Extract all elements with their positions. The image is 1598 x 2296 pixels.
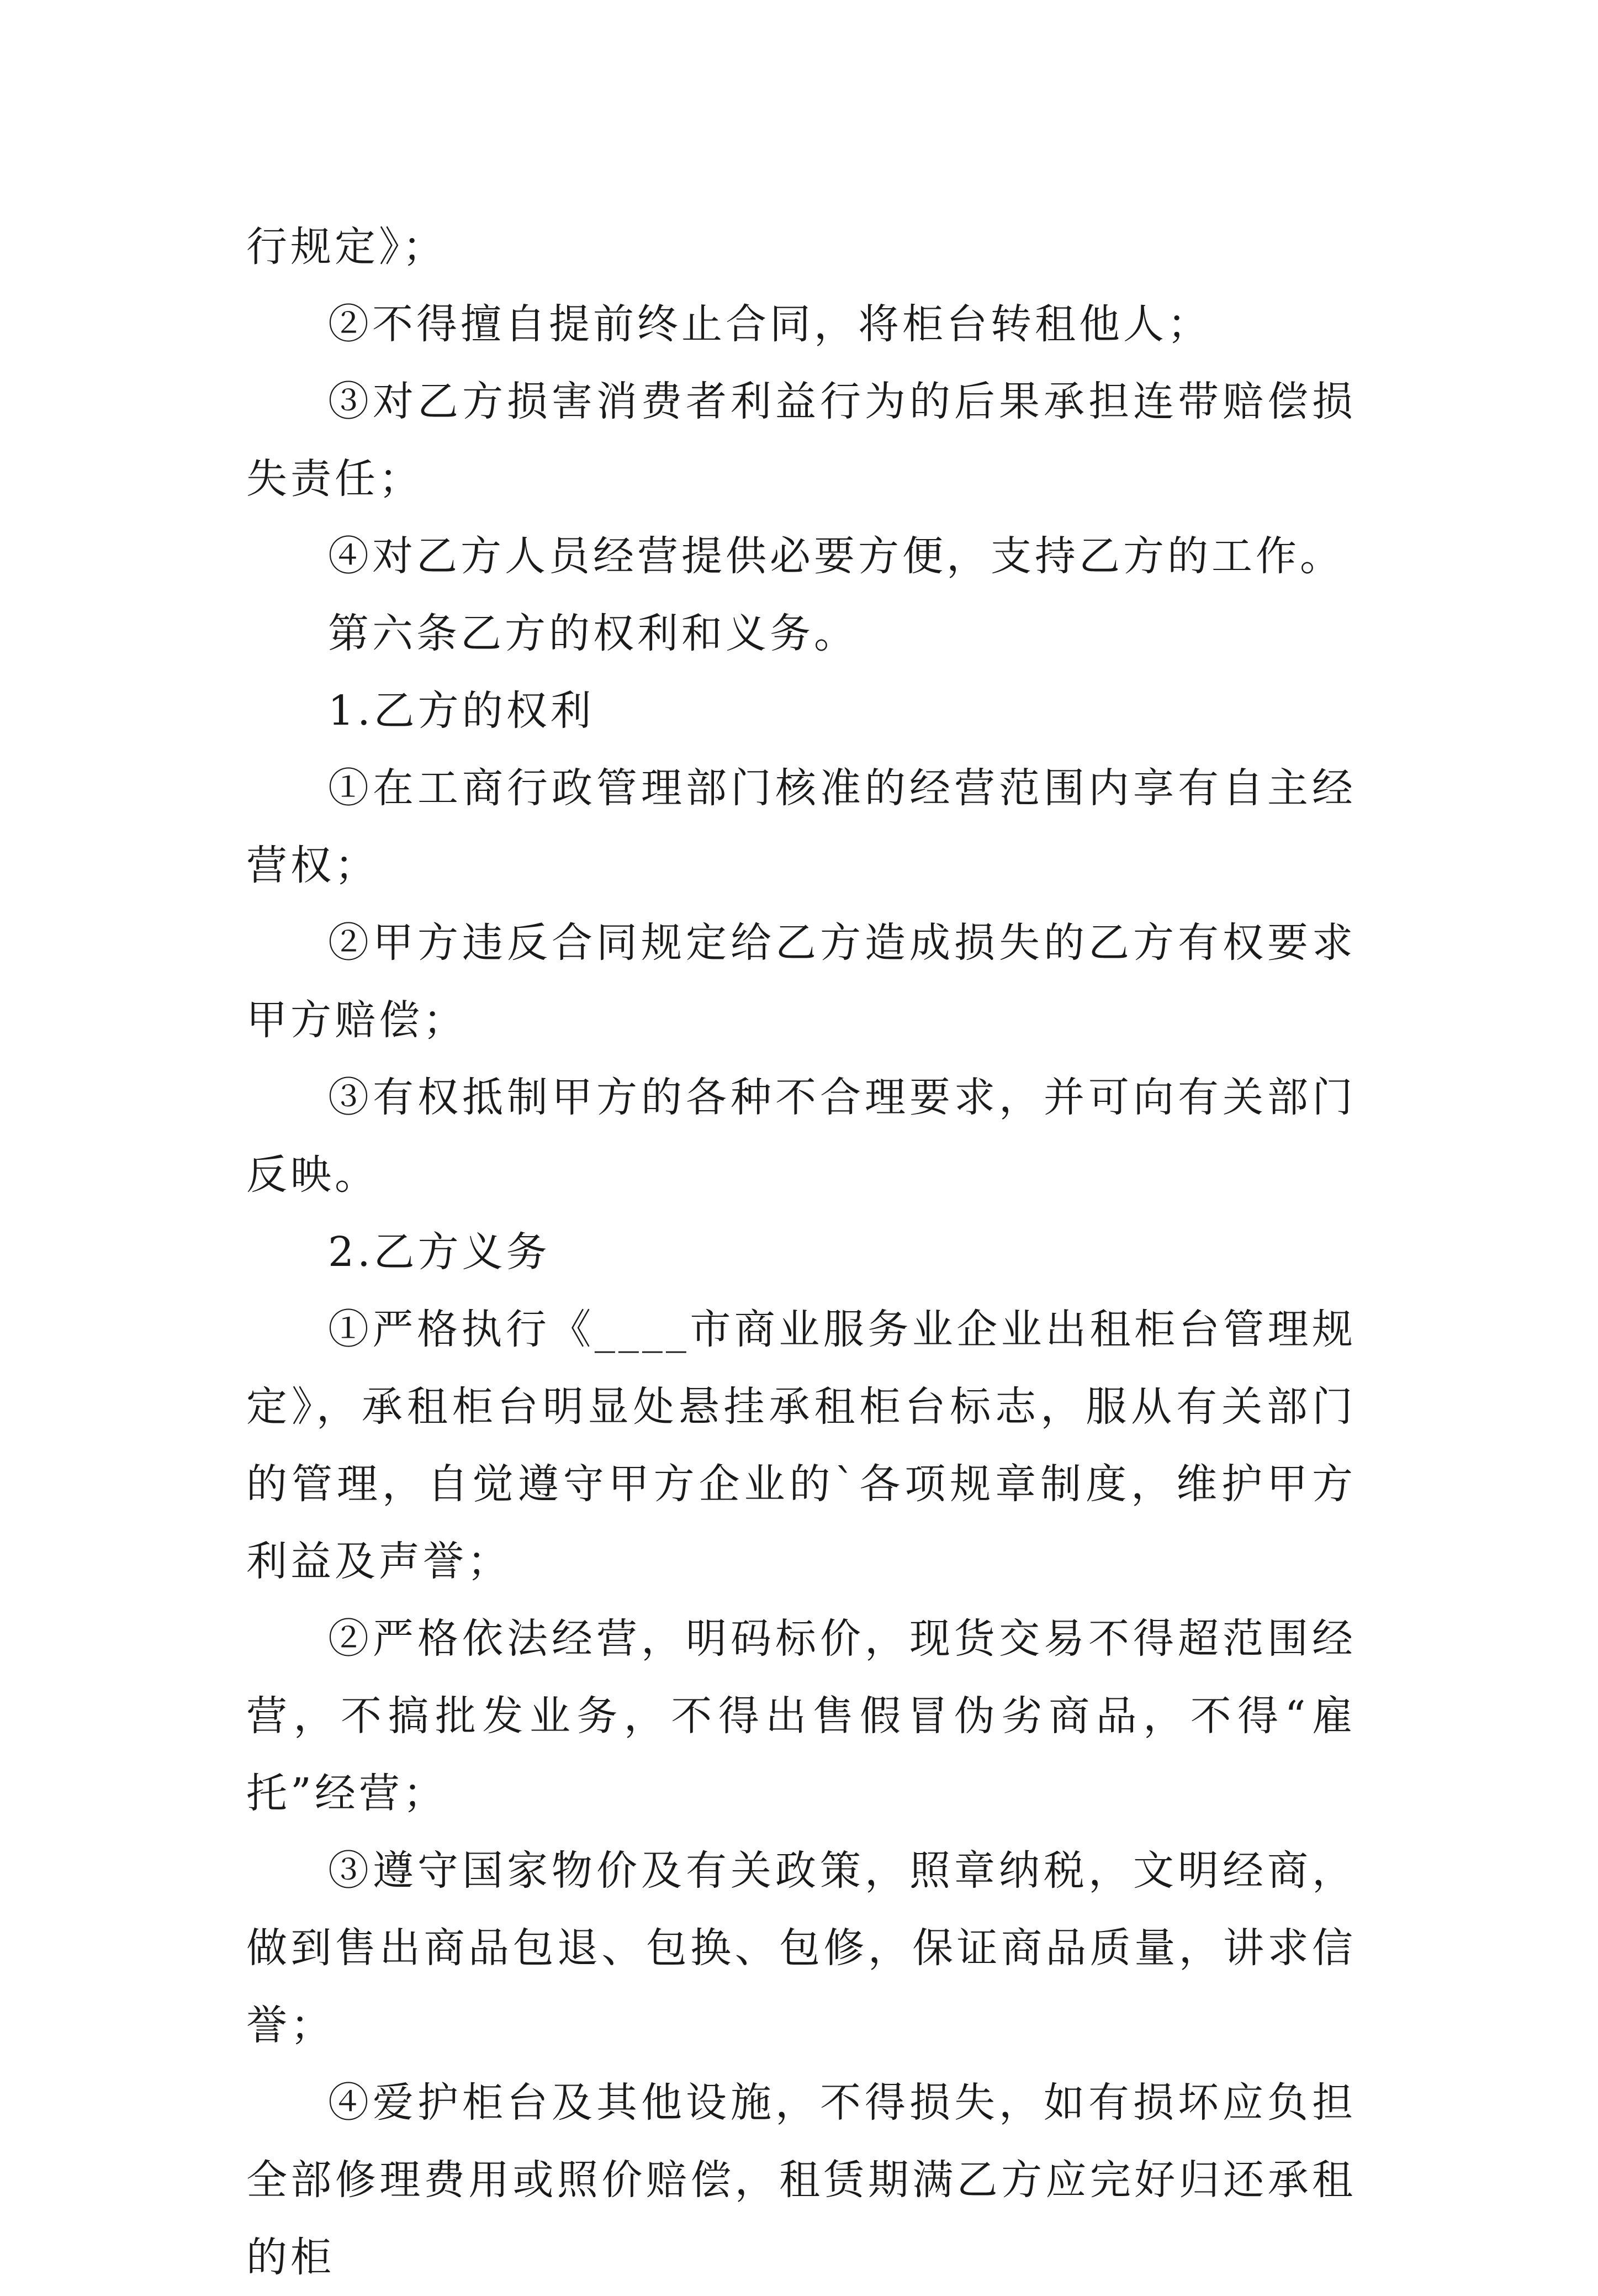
paragraph: ④对乙方人员经营提供必要方便，支持乙方的工作。 [328,532,1344,580]
subsection-heading: 2.乙方义务 [328,1228,551,1276]
paragraph: ①在工商行政管理部门核准的经营范围内享有自主经营权； [246,764,1356,889]
paragraph: ③有权抵制甲方的各种不合理要求，并可向有关部门反映。 [246,1074,1356,1199]
paragraph: ③对乙方损害消费者利益行为的后果承担连带赔偿损失责任； [246,378,1356,503]
paragraph: ④爱护柜台及其他设施，不得损失，如有损坏应负担全部修理费用或照价赔偿，租赁期满乙方应完好归还承租的柜 [246,2079,1356,2281]
subsection-heading: 1.乙方的权利 [328,687,595,735]
paragraph: ②严格依法经营，明码标价，现货交易不得超范围经营，不搞批发业务，不得出售假冒伪劣商品，不得“雇托”经营； [246,1615,1356,1817]
paragraph: ①严格执行《____市商业服务业企业出租柜台管理规定》，承租柜台明显处悬挂承租柜台标志，服从有关部门的管理，自觉遵守甲方企业的`各项规章制度，维护甲方利益及声誉； [246,1306,1356,1585]
paragraph: ②甲方违反合同规定给乙方造成损失的乙方有权要求甲方赔偿； [246,919,1356,1044]
paragraph: ③遵守国家物价及有关政策，照章纳税，文明经商，做到售出商品包退、包换、包修，保证商品质量，讲求信誉； [246,1847,1356,2049]
paragraph: ②不得擅自提前终止合同，将柜台转租他人； [328,300,1211,348]
paragraph: 行规定》； [246,223,447,271]
section-heading: 第六条乙方的权利和义务。 [328,610,858,657]
document-body [246,208,1356,2296]
